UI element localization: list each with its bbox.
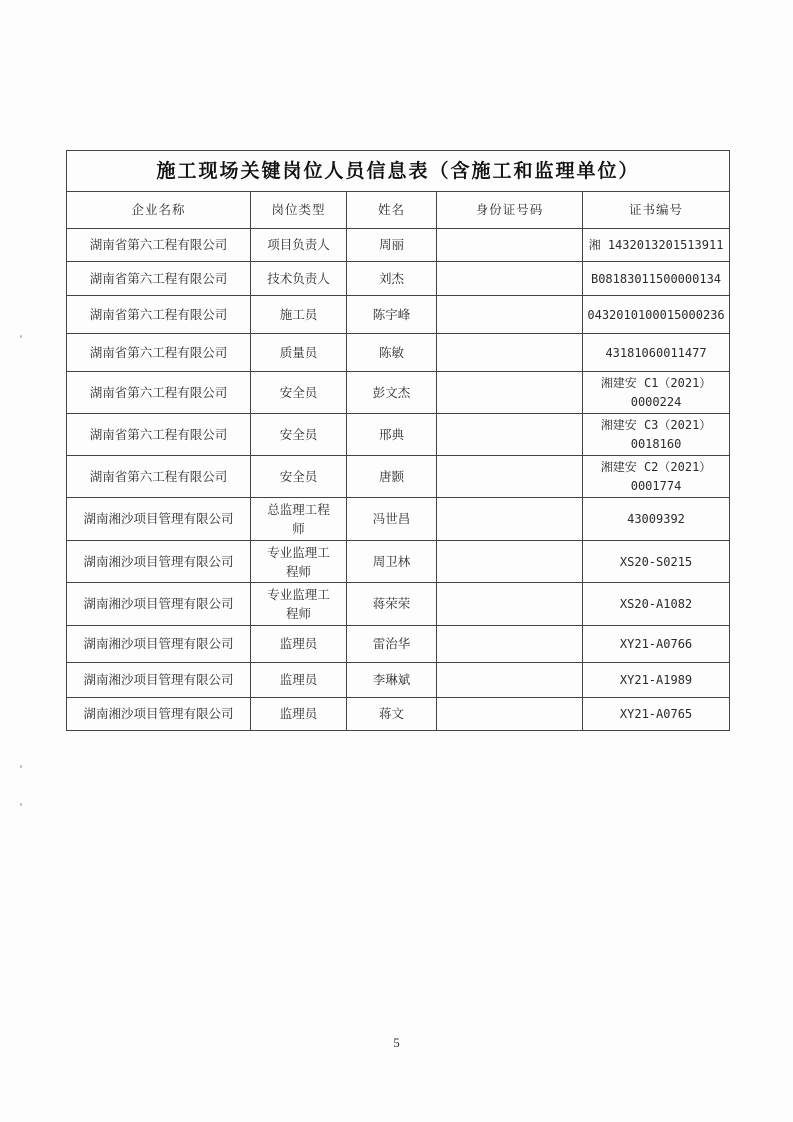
id-number-cell	[437, 583, 583, 626]
id-number-cell	[437, 372, 583, 414]
header-role: 岗位类型	[251, 192, 347, 229]
scan-speck	[20, 335, 22, 338]
table-row	[67, 498, 730, 541]
cert-cell	[583, 456, 730, 498]
cert-cell: XS20-A1082	[583, 583, 730, 626]
name-cell: 雷治华	[347, 626, 437, 663]
company-cell: 湖南湘沙项目管理有限公司	[67, 698, 251, 731]
role-line-2: 程师	[285, 563, 311, 579]
page-number: 5	[393, 1035, 400, 1050]
company-cell: 湖南省第六工程有限公司	[67, 372, 251, 414]
cert-cell: XS20-S0215	[583, 541, 730, 583]
company-cell: 湖南省第六工程有限公司	[67, 229, 251, 262]
role-line-1: 总监理工程	[267, 502, 330, 517]
id-number-cell	[437, 414, 583, 456]
id-number-cell	[437, 498, 583, 541]
id-number-cell	[437, 456, 583, 498]
table-row	[67, 229, 730, 262]
table-row	[67, 372, 730, 414]
company-cell: 湖南湘沙项目管理有限公司	[67, 583, 251, 626]
table-row	[67, 626, 730, 663]
id-number-cell	[437, 626, 583, 663]
cert-line-1: 湘建安 C2（2021）	[600, 459, 712, 474]
company-cell: 湖南省第六工程有限公司	[67, 296, 251, 334]
cert-cell: B08183011500000134	[583, 262, 730, 296]
role-cell: 技术负责人	[251, 262, 347, 296]
cert-cell: 湘 1432013201513911	[583, 229, 730, 262]
company-cell: 湖南省第六工程有限公司	[67, 334, 251, 372]
name-cell: 彭文杰	[347, 372, 437, 414]
role-line-2: 程师	[285, 606, 311, 621]
table-row	[67, 698, 730, 731]
role-cell: 监理员	[251, 663, 347, 698]
name-cell: 蒋文	[347, 698, 437, 731]
role-line-1: 专业监理工	[267, 544, 330, 560]
role-cell: 监理员	[251, 626, 347, 663]
scan-speck	[20, 765, 22, 768]
table-row	[67, 541, 730, 583]
table-row	[67, 334, 730, 372]
cert-cell	[583, 414, 730, 456]
table-row	[67, 583, 730, 626]
scan-speck	[20, 803, 22, 806]
id-number-cell	[437, 663, 583, 698]
table-row	[67, 663, 730, 698]
id-number-cell	[437, 334, 583, 372]
role-cell: 施工员	[251, 296, 347, 334]
role-cell	[251, 541, 347, 583]
cert-line-2: 0018160	[630, 436, 682, 451]
role-cell	[251, 498, 347, 541]
role-cell: 安全员	[251, 456, 347, 498]
name-cell: 周卫林	[347, 541, 437, 583]
role-cell: 项目负责人	[251, 229, 347, 262]
cert-cell: 0432010100015000236	[583, 296, 730, 334]
name-cell: 陈宇峰	[347, 296, 437, 334]
role-cell: 安全员	[251, 372, 347, 414]
company-cell: 湖南省第六工程有限公司	[67, 456, 251, 498]
header-company: 企业名称	[67, 192, 251, 229]
id-number-cell	[437, 541, 583, 583]
header-id-number: 身份证号码	[437, 192, 583, 229]
role-cell: 质量员	[251, 334, 347, 372]
table-row	[67, 414, 730, 456]
role-cell	[251, 583, 347, 626]
header-name: 姓名	[347, 192, 437, 229]
personnel-info-table	[66, 150, 730, 731]
name-cell: 陈敏	[347, 334, 437, 372]
role-line-2: 师	[292, 521, 305, 536]
company-cell: 湖南湘沙项目管理有限公司	[67, 498, 251, 541]
cert-line-2: 0001774	[630, 478, 682, 493]
table-row	[67, 262, 730, 296]
company-cell: 湖南省第六工程有限公司	[67, 414, 251, 456]
company-cell: 湖南湘沙项目管理有限公司	[67, 541, 251, 583]
role-line-1: 专业监理工	[267, 587, 330, 602]
role-cell: 安全员	[251, 414, 347, 456]
id-number-cell	[437, 698, 583, 731]
name-cell: 冯世昌	[347, 498, 437, 541]
cert-cell: XY21-A0766	[583, 626, 730, 663]
name-cell: 刘杰	[347, 262, 437, 296]
company-cell: 湖南湘沙项目管理有限公司	[67, 663, 251, 698]
name-cell: 唐颢	[347, 456, 437, 498]
cert-cell: 43009392	[583, 498, 730, 541]
cert-cell: XY21-A1989	[583, 663, 730, 698]
id-number-cell	[437, 296, 583, 334]
id-number-cell	[437, 262, 583, 296]
cert-cell: 43181060011477	[583, 334, 730, 372]
cert-line-1: 湘建安 C1（2021）	[600, 375, 712, 390]
role-cell: 监理员	[251, 698, 347, 731]
cert-line-2: 0000224	[630, 394, 682, 409]
cert-line-1: 湘建安 C3（2021）	[600, 417, 712, 432]
table-title: 施工现场关键岗位人员信息表（含施工和监理单位）	[67, 151, 730, 192]
table-header-row	[67, 192, 730, 229]
name-cell: 邢典	[347, 414, 437, 456]
table-row	[67, 296, 730, 334]
table-row	[67, 456, 730, 498]
id-number-cell	[437, 229, 583, 262]
company-cell: 湖南湘沙项目管理有限公司	[67, 626, 251, 663]
name-cell: 周丽	[347, 229, 437, 262]
name-cell: 蒋荣荣	[347, 583, 437, 626]
company-cell: 湖南省第六工程有限公司	[67, 262, 251, 296]
cert-cell: XY21-A0765	[583, 698, 730, 731]
header-certificate: 证书编号	[583, 192, 730, 229]
name-cell: 李琳斌	[347, 663, 437, 698]
cert-cell	[583, 372, 730, 414]
